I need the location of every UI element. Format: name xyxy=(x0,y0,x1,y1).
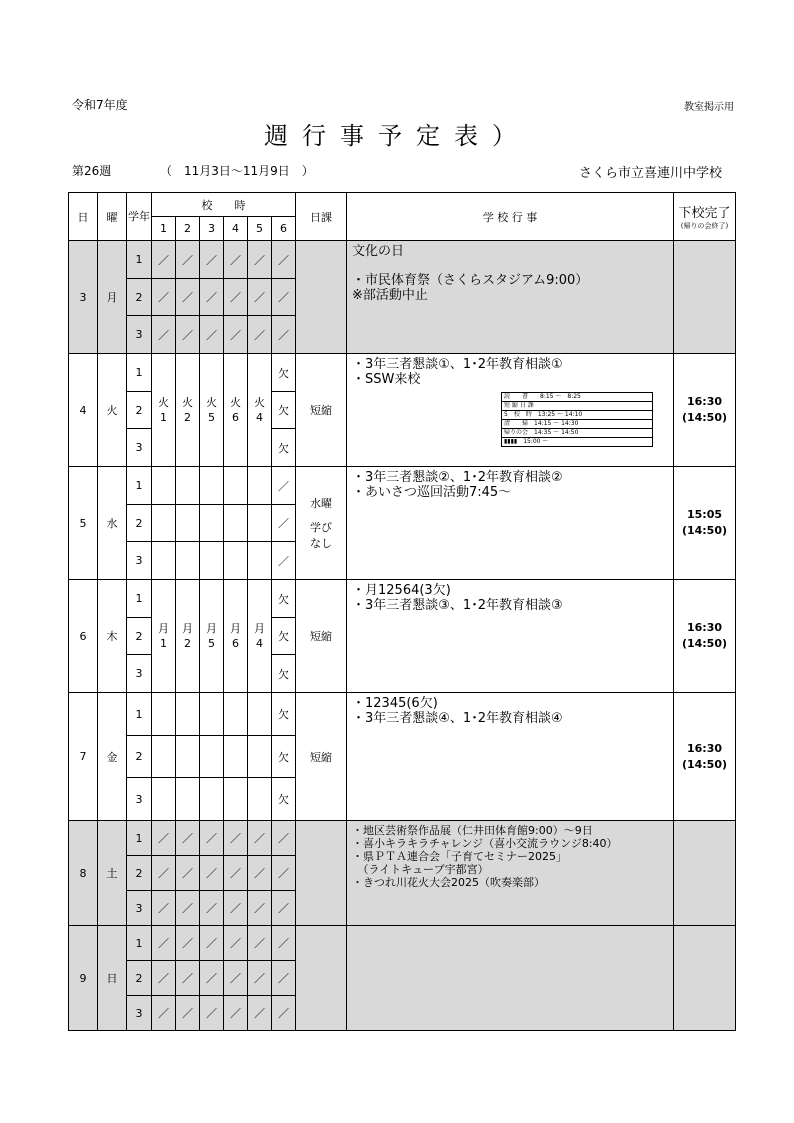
day-number: 6 xyxy=(69,580,98,693)
dismissal-time: 16:30 xyxy=(686,395,722,408)
header-period-3: 3 xyxy=(200,217,224,241)
day-number: 5 xyxy=(69,467,98,580)
period-6-status: ／ xyxy=(272,542,296,580)
header-curriculum: 日課 xyxy=(296,193,347,241)
period-cell: ／ xyxy=(224,316,248,354)
period-6-status: 欠 xyxy=(272,618,296,655)
period-cell xyxy=(152,693,176,736)
period-cell xyxy=(152,736,176,778)
period-subject: 月4 xyxy=(254,622,265,650)
short-schedule-box xyxy=(501,392,653,447)
period-cell xyxy=(152,467,176,505)
curriculum-label: 短縮 xyxy=(310,404,332,417)
period-6-status: ／ xyxy=(272,467,296,505)
grade-number: 1 xyxy=(127,821,152,856)
dismissal-time: 16:30 xyxy=(686,621,722,634)
grade-number: 2 xyxy=(127,961,152,996)
table-row xyxy=(69,693,736,736)
period-cell: ／ xyxy=(224,961,248,996)
grade-number: 2 xyxy=(127,392,152,429)
period-cell: ／ xyxy=(176,279,200,316)
grade-number: 1 xyxy=(127,693,152,736)
period-cell: ／ xyxy=(176,926,200,961)
table-row xyxy=(69,467,736,505)
dismissal-cell xyxy=(674,580,736,693)
period-6-status: 欠 xyxy=(272,392,296,429)
grade-number: 1 xyxy=(127,926,152,961)
grade-number: 1 xyxy=(127,467,152,505)
period-cell xyxy=(248,736,272,778)
period-cell: ／ xyxy=(248,891,272,926)
event-line: 文化の日 xyxy=(352,244,405,259)
period-cell xyxy=(200,778,224,821)
grade-number: 1 xyxy=(127,580,152,618)
period-cell xyxy=(248,693,272,736)
event-line: ・3年三者懇談①、1･2年教育相談① xyxy=(352,357,563,372)
period-subject: 火6 xyxy=(230,396,241,424)
period-cell: ／ xyxy=(200,279,224,316)
period-cell: ／ xyxy=(272,821,296,856)
grade-number: 3 xyxy=(127,778,152,821)
fiscal-year: 令和7年度 xyxy=(72,98,128,112)
event-line: ・SSW来校 xyxy=(352,372,421,387)
day-number: 4 xyxy=(69,354,98,467)
period-cell: ／ xyxy=(152,241,176,279)
table-row xyxy=(69,241,736,279)
period-cell xyxy=(200,467,224,505)
header-dismissal-note: (帰りの会終了) xyxy=(680,222,729,230)
period-cell xyxy=(200,505,224,542)
period-subject: 火5 xyxy=(206,396,217,424)
period-cell: ／ xyxy=(176,961,200,996)
table-row xyxy=(69,354,736,392)
period-subject: 月5 xyxy=(206,622,217,650)
period-cell xyxy=(224,736,248,778)
period-cell xyxy=(152,778,176,821)
period-cell xyxy=(248,467,272,505)
event-line: ・市民体育祭（さくらスタジアム9:00） xyxy=(352,273,589,288)
period-cell: ／ xyxy=(224,926,248,961)
period-cell xyxy=(200,580,224,693)
header-weekday: 曜 xyxy=(98,193,127,241)
period-cell xyxy=(248,580,272,693)
period-cell xyxy=(152,580,176,693)
day-number: 9 xyxy=(69,926,98,1031)
period-6-status: ／ xyxy=(272,505,296,542)
school-name: さくら市立喜連川中学校 xyxy=(578,166,722,181)
events-cell xyxy=(347,693,674,821)
period-cell: ／ xyxy=(152,316,176,354)
period-cell: ／ xyxy=(272,926,296,961)
event-line: ・県ＰＴＡ連合会「子育てセミナー2025」 xyxy=(352,850,567,863)
period-cell xyxy=(224,505,248,542)
period-cell: ／ xyxy=(200,961,224,996)
period-cell: ／ xyxy=(176,821,200,856)
period-cell xyxy=(152,505,176,542)
period-cell xyxy=(224,467,248,505)
curriculum-cell xyxy=(296,580,347,693)
header-periods: 校 時 xyxy=(152,193,296,217)
schedule-line: 読 書 8:15 ～ 8:25 xyxy=(502,393,652,402)
period-cell xyxy=(248,778,272,821)
period-cell xyxy=(176,580,200,693)
period-cell: ／ xyxy=(200,241,224,279)
dismissal-cell xyxy=(674,693,736,821)
period-cell: ／ xyxy=(248,316,272,354)
period-6-status: 欠 xyxy=(272,693,296,736)
period-cell: ／ xyxy=(224,279,248,316)
schedule-line: ▮▮▮▮ 15:00 ～ xyxy=(504,438,549,445)
period-cell: ／ xyxy=(272,316,296,354)
period-cell: ／ xyxy=(224,891,248,926)
header-grade: 学年 xyxy=(127,193,152,241)
period-cell: ／ xyxy=(176,316,200,354)
event-line: ・12345(6欠) xyxy=(352,696,438,711)
period-cell: ／ xyxy=(272,961,296,996)
usage-note: 教室掲示用 xyxy=(684,102,734,113)
dismissal-end-time: (14:50) xyxy=(681,411,728,424)
header-events: 学 校 行 事 xyxy=(347,193,674,241)
period-cell xyxy=(224,778,248,821)
period-6-status: 欠 xyxy=(272,655,296,693)
period-cell xyxy=(224,580,248,693)
period-cell: ／ xyxy=(152,926,176,961)
grade-number: 3 xyxy=(127,542,152,580)
period-cell xyxy=(176,736,200,778)
event-line: ・3年三者懇談②、1･2年教育相談② xyxy=(352,470,563,485)
events-cell xyxy=(347,580,674,693)
period-6-status: 欠 xyxy=(272,354,296,392)
period-cell: ／ xyxy=(200,926,224,961)
header-period-1: 1 xyxy=(152,217,176,241)
period-subject: 火1 xyxy=(158,396,169,424)
day-number: 7 xyxy=(69,693,98,821)
weekday: 月 xyxy=(98,241,127,354)
period-cell: ／ xyxy=(224,856,248,891)
period-6-status: 欠 xyxy=(272,736,296,778)
period-subject: 月1 xyxy=(158,622,169,650)
period-cell: ／ xyxy=(272,241,296,279)
event-line: ※部活動中止 xyxy=(352,288,428,303)
period-cell xyxy=(224,354,248,467)
period-cell xyxy=(176,467,200,505)
event-line: ・月12564(3欠) xyxy=(352,583,451,598)
period-cell: ／ xyxy=(200,996,224,1031)
period-cell: ／ xyxy=(200,856,224,891)
curriculum-cell xyxy=(296,821,347,926)
header-period-5: 5 xyxy=(248,217,272,241)
curriculum-cell xyxy=(296,354,347,467)
period-cell xyxy=(248,354,272,467)
table-row xyxy=(69,821,736,856)
curriculum-label: 短縮 xyxy=(310,750,332,764)
period-cell xyxy=(176,778,200,821)
schedule-table xyxy=(68,192,736,1031)
weekday: 土 xyxy=(98,821,127,926)
table-row xyxy=(69,580,736,618)
schedule-line: 短 縮 日 課 xyxy=(502,402,652,411)
header-period-2: 2 xyxy=(176,217,200,241)
curriculum-cell xyxy=(296,241,347,354)
period-cell: ／ xyxy=(272,279,296,316)
period-cell: ／ xyxy=(272,891,296,926)
grade-number: 3 xyxy=(127,316,152,354)
event-line: ・喜小キラキラチャレンジ（喜小交流ラウンジ8:40） xyxy=(352,837,618,850)
events-cell xyxy=(347,821,674,926)
period-cell xyxy=(200,736,224,778)
period-cell xyxy=(176,693,200,736)
period-cell: ／ xyxy=(152,961,176,996)
period-subject: 火2 xyxy=(182,396,193,424)
event-line: ・3年三者懇談④、1･2年教育相談④ xyxy=(352,711,563,726)
event-line: ・地区芸術祭作品展（仁井田体育館9:00）～9日 xyxy=(352,824,593,837)
events-cell xyxy=(347,241,674,354)
grade-number: 3 xyxy=(127,891,152,926)
period-cell: ／ xyxy=(152,996,176,1031)
period-cell: ／ xyxy=(152,891,176,926)
events-cell xyxy=(347,354,674,467)
dismissal-end-time: (14:50) xyxy=(681,757,728,771)
schedule-line: 清 掃 14:15 ～ 14:30 xyxy=(502,420,652,429)
period-cell xyxy=(248,505,272,542)
dismissal-end-time: (14:50) xyxy=(681,524,728,537)
event-line: （ライトキューブ宇都宮） xyxy=(352,863,489,876)
event-line: ・あいさつ巡回活動7:45～ xyxy=(352,485,512,500)
period-cell: ／ xyxy=(176,891,200,926)
dismissal-cell xyxy=(674,926,736,1031)
day-number: 8 xyxy=(69,821,98,926)
grade-number: 2 xyxy=(127,279,152,316)
curriculum-label: 短縮 xyxy=(310,630,332,643)
period-cell: ／ xyxy=(248,926,272,961)
page-title: 週行事予定表） xyxy=(264,122,530,150)
event-line: ・3年三者懇談③、1･2年教育相談③ xyxy=(352,598,563,613)
grade-number: 3 xyxy=(127,429,152,467)
period-cell xyxy=(248,542,272,580)
header-dismissal-label: 下校完了 xyxy=(678,206,731,221)
schedule-line: 帰りの会 14:35 ～ 14:50 xyxy=(502,429,652,438)
events-cell xyxy=(347,926,674,1031)
curriculum-cell xyxy=(296,926,347,1031)
period-cell xyxy=(176,542,200,580)
period-cell: ／ xyxy=(224,241,248,279)
header-period-6: 6 xyxy=(272,217,296,241)
period-6-status: 欠 xyxy=(272,429,296,467)
date-range: （ 11月3日～11月9日 ） xyxy=(160,164,314,178)
grade-number: 1 xyxy=(127,354,152,392)
period-cell: ／ xyxy=(152,856,176,891)
period-cell: ／ xyxy=(200,316,224,354)
curriculum-cell xyxy=(296,693,347,821)
period-cell: ／ xyxy=(152,279,176,316)
period-cell: ／ xyxy=(152,821,176,856)
period-cell xyxy=(200,542,224,580)
period-cell xyxy=(176,354,200,467)
period-cell xyxy=(200,693,224,736)
day-number: 3 xyxy=(69,241,98,354)
period-cell: ／ xyxy=(272,996,296,1031)
period-6-status: 欠 xyxy=(272,580,296,618)
period-cell: ／ xyxy=(248,279,272,316)
weekday: 金 xyxy=(98,693,127,821)
events-cell xyxy=(347,467,674,580)
schedule-line: 5 校 時 13:25 ～ 14:10 xyxy=(502,411,652,420)
grade-number: 2 xyxy=(127,505,152,542)
weekday: 木 xyxy=(98,580,127,693)
dismissal-end-time: (14:50) xyxy=(681,637,728,650)
grade-number: 3 xyxy=(127,655,152,693)
grade-number: 2 xyxy=(127,856,152,891)
grade-number: 2 xyxy=(127,736,152,778)
period-cell: ／ xyxy=(200,891,224,926)
period-subject: 月6 xyxy=(230,622,241,650)
period-subject: 月2 xyxy=(182,622,193,650)
period-cell: ／ xyxy=(248,961,272,996)
event-line xyxy=(352,259,668,273)
period-cell: ／ xyxy=(200,821,224,856)
period-cell: ／ xyxy=(176,856,200,891)
period-cell: ／ xyxy=(176,996,200,1031)
period-subject: 火4 xyxy=(254,396,265,424)
period-cell xyxy=(152,542,176,580)
curriculum-note: 学び なし xyxy=(310,521,332,550)
period-cell: ／ xyxy=(248,856,272,891)
period-cell xyxy=(224,542,248,580)
dismissal-time: 16:30 xyxy=(686,741,722,755)
header-period-4: 4 xyxy=(224,217,248,241)
header-dismissal xyxy=(674,193,736,241)
period-cell xyxy=(176,505,200,542)
period-cell: ／ xyxy=(224,996,248,1031)
week-number: 第26週 xyxy=(72,164,112,178)
dismissal-cell xyxy=(674,821,736,926)
curriculum-cell xyxy=(296,467,347,580)
period-cell: ／ xyxy=(176,241,200,279)
weekday: 火 xyxy=(98,354,127,467)
dismissal-cell xyxy=(674,354,736,467)
period-cell xyxy=(200,354,224,467)
period-cell: ／ xyxy=(224,821,248,856)
weekday: 日 xyxy=(98,926,127,1031)
period-cell xyxy=(224,693,248,736)
curriculum-label: 水曜 xyxy=(310,497,332,510)
period-cell: ／ xyxy=(248,821,272,856)
dismissal-time: 15:05 xyxy=(686,508,722,521)
dismissal-cell xyxy=(674,241,736,354)
period-6-status: 欠 xyxy=(272,778,296,821)
grade-number: 2 xyxy=(127,618,152,655)
grade-number: 3 xyxy=(127,996,152,1031)
event-line: ・きつれ川花火大会2025（吹奏楽部） xyxy=(352,876,545,889)
period-cell: ／ xyxy=(248,996,272,1031)
period-cell: ／ xyxy=(272,856,296,891)
header-day: 日 xyxy=(69,193,98,241)
dismissal-cell xyxy=(674,467,736,580)
weekday: 水 xyxy=(98,467,127,580)
grade-number: 1 xyxy=(127,241,152,279)
period-cell xyxy=(152,354,176,467)
table-row xyxy=(69,926,736,961)
period-cell: ／ xyxy=(248,241,272,279)
